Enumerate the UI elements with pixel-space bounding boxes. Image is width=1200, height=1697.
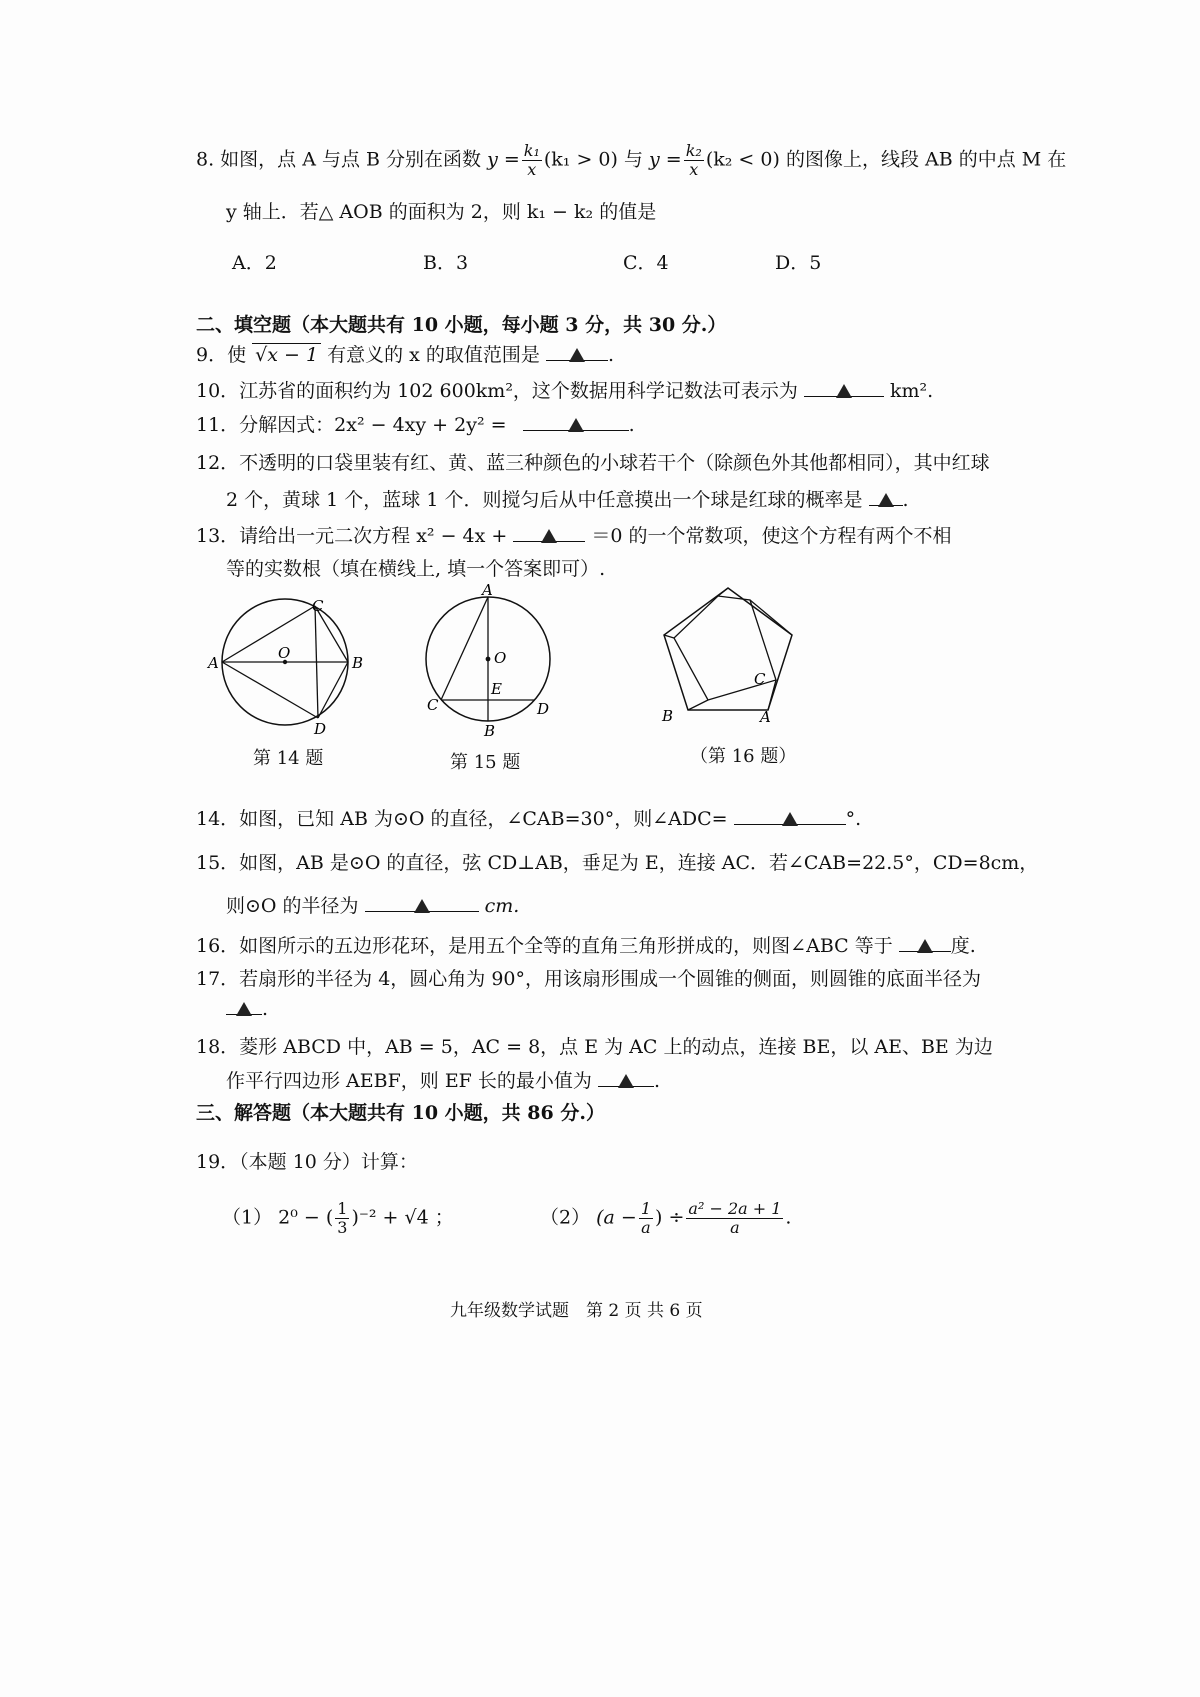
q19-p1-num: 1	[337, 1199, 348, 1218]
q19-p2-fraction2	[686, 1200, 783, 1237]
fig15-caption: 第 15 题	[450, 752, 521, 773]
q14-text-a: 14．如图，已知 AB 为⊙O 的直径，∠CAB=30°，则∠ADC=	[196, 808, 728, 830]
q19-p2-label: （2）	[540, 1206, 591, 1229]
q14-answer-blank[interactable]	[734, 806, 846, 825]
triangle-icon	[782, 812, 798, 826]
q8-func2-num: k₂	[685, 141, 702, 160]
q13-line1	[196, 523, 952, 549]
fig14-label-o: O	[278, 644, 291, 662]
q19-p1-expr-a: 2⁰ − (	[278, 1206, 334, 1229]
triangle-icon	[414, 899, 430, 913]
fig16-label-a: A	[760, 708, 771, 726]
triangle-icon	[836, 384, 852, 398]
q10-answer-blank[interactable]	[804, 378, 884, 397]
q8-option-c: C．4	[623, 252, 669, 274]
q19-p1-expr-b: )⁻² + √4 ；	[351, 1206, 454, 1229]
q16-text-b: 度.	[950, 935, 976, 957]
q17-answer-blank[interactable]	[226, 996, 262, 1015]
fig14-line-bd	[318, 662, 348, 718]
q19-part1	[222, 1200, 454, 1237]
q18-end: .	[653, 1070, 661, 1092]
q9-text-a: 9．使	[196, 344, 247, 366]
q19-p2-fraction1	[639, 1200, 653, 1237]
q16-answer-blank[interactable]	[899, 933, 951, 952]
q13-text-a: 13．请给出一元二次方程 x² − 4x +	[196, 525, 508, 547]
fig15-label-a: A	[482, 582, 493, 599]
q15-line1: 15．如图，AB 是⊙O 的直径，弦 CD⊥AB，垂足为 E，连接 AC．若∠CAB=22.5°，CD=8cm，	[196, 852, 1039, 874]
fig15-label-d: D	[537, 700, 550, 718]
q11-text-a: 11．分解因式：2x² − 4xy + 2y² =	[196, 414, 507, 436]
q19-p2-a: (a −	[596, 1206, 637, 1229]
q13-text-b: ＝0 的一个常数项，使这个方程有两个不相	[591, 525, 952, 547]
fig15-label-c: C	[427, 696, 439, 714]
triangle-icon	[878, 493, 894, 507]
q19-p1-fraction	[335, 1200, 349, 1237]
fig15-label-e: E	[491, 680, 502, 698]
triangle-icon	[236, 1002, 252, 1016]
figure-15	[418, 582, 568, 742]
q8-func1-num: k₁	[523, 141, 540, 160]
q8-option-d: D．5	[775, 252, 822, 274]
figure-16	[640, 580, 810, 730]
fig16-label-c: C	[754, 670, 766, 688]
q8-option-b: B．3	[423, 252, 469, 274]
q10-text-b: km².	[890, 380, 934, 402]
q17-line1: 17．若扇形的半径为 4，圆心角为 90°，用该扇形围成一个圆锥的侧面，则圆锥的底面半径为	[196, 968, 982, 990]
q9-radicand: x − 1	[267, 344, 319, 366]
triangle-icon	[917, 939, 933, 953]
q12-answer-blank[interactable]	[869, 487, 903, 506]
q12-end: .	[902, 489, 909, 511]
q19-p1-den: 3	[337, 1218, 348, 1237]
q13-answer-blank[interactable]	[513, 523, 585, 542]
fig14-line-ac	[222, 606, 315, 662]
q18-line1: 18．菱形 ABCD 中，AB = 5，AC = 8，点 E 为 AC 上的动点，连接 BE，以 AE、BE 为边	[196, 1036, 993, 1058]
fig14-line-ad	[222, 662, 318, 718]
q9-text-b: 有意义的 x 的取值范围是	[327, 344, 540, 366]
triangle-icon	[568, 418, 584, 432]
q11-end: .	[628, 414, 635, 436]
q14	[196, 806, 861, 832]
q8-func1-den: x	[527, 160, 537, 179]
q19-p2-b: ) ÷	[655, 1206, 685, 1229]
q9-end: .	[607, 344, 614, 366]
q18-text-a: 作平行四边形 AEBF，则 EF 长的最小值为	[226, 1070, 592, 1092]
q9-radical: √x − 1	[252, 343, 321, 366]
q19-p2-end: .	[785, 1206, 792, 1229]
q19-title: 19．（本题 10 分）计算：	[196, 1151, 418, 1173]
section3-title: 三、解答题（本大题共有 10 小题，共 86 分.）	[196, 1102, 605, 1124]
fig14-label-d: D	[314, 720, 327, 738]
fig14-label-a: A	[208, 654, 219, 672]
section2-title: 二、填空题（本大题共有 10 小题，每小题 3 分，共 30 分.）	[196, 314, 727, 336]
q9-answer-blank[interactable]	[546, 342, 608, 361]
q10-text-a: 10．江苏省的面积约为 102 600km²，这个数据用科学记数法可表示为	[196, 380, 798, 402]
q8-option-a: A．2	[232, 252, 277, 274]
q9	[196, 342, 614, 368]
triangle-icon	[541, 529, 557, 543]
q8-line1	[196, 142, 1066, 179]
q15-text-b: cm.	[484, 895, 520, 917]
q19-p2-num1: 1	[640, 1199, 652, 1218]
q16	[196, 933, 976, 959]
page-footer: 九年级数学试题 第 2 页 共 6 页	[450, 1301, 703, 1321]
fig16-label-b: B	[662, 707, 674, 725]
q8-stem-b: 的图像上，线段 AB 的中点 M 在	[785, 148, 1067, 171]
q19-part2	[540, 1200, 791, 1237]
fig16-seg-4	[688, 700, 708, 710]
q12-line1: 12．不透明的口袋里装有红、黄、蓝三种颜色的小球若干个（除颜色外其他都相同），其中红球	[196, 452, 990, 474]
q18-answer-blank[interactable]	[598, 1068, 654, 1087]
q8-func1-fraction	[522, 142, 542, 179]
fig14-label-b: B	[352, 654, 364, 672]
q8-func1-cond: (k₁ > 0)	[543, 148, 618, 171]
q16-text-a: 16．如图所示的五边形花环，是用五个全等的直角三角形拼成的，则图∠ABC 等于	[196, 935, 893, 957]
q8-line2: y 轴上．若△ AOB 的面积为 2，则 k₁ − k₂ 的值是	[226, 201, 657, 223]
fig14-label-c: C	[312, 598, 324, 615]
q19-p2-num2: a² − 2a + 1	[688, 1199, 782, 1218]
q18-line2	[226, 1068, 660, 1094]
fig15-label-b: B	[484, 722, 496, 740]
q19-p2-den1: a	[641, 1218, 651, 1237]
figure-14	[200, 598, 370, 738]
q12-line2	[226, 487, 909, 513]
fig16-caption: （第 16 题）	[690, 746, 797, 767]
fig16-seg-3	[768, 680, 776, 710]
q11	[196, 412, 635, 438]
q15-text-a: 则⊙O 的半径为	[226, 895, 359, 917]
fig15-label-o: O	[494, 649, 507, 667]
q19-p2-den2: a	[730, 1218, 740, 1237]
q8-func1-pre: y =	[487, 148, 520, 171]
fig16-seg-1	[718, 588, 728, 596]
q8-func2-fraction	[684, 142, 704, 179]
q8-func2-cond: (k₂ < 0)	[705, 148, 780, 171]
q15-answer-blank[interactable]	[365, 893, 479, 912]
q19-p1-label: （1）	[222, 1206, 273, 1229]
q14-end: °.	[845, 808, 862, 830]
q13-line2: 等的实数根（填在横线上, 填一个答案即可）.	[226, 558, 606, 580]
q15-line2	[226, 893, 519, 919]
q8-stem-a: 8. 如图，点 A 与点 B 分别在函数	[196, 148, 482, 171]
q12-text: 2 个，黄球 1 个，蓝球 1 个．则搅匀后从中任意摸出一个球是红球的概率是	[226, 489, 863, 511]
fig14-caption: 第 14 题	[253, 748, 324, 769]
q10	[196, 378, 933, 404]
q11-answer-blank[interactable]	[523, 412, 629, 431]
q8-func2-den: x	[689, 160, 699, 179]
q8-mid: 与	[623, 148, 643, 171]
triangle-icon	[569, 348, 585, 362]
q17-line2	[226, 996, 268, 1022]
q8-func2-pre: y =	[649, 148, 682, 171]
triangle-icon	[618, 1074, 634, 1088]
fig15-center-dot	[486, 657, 491, 662]
q17-end: .	[262, 998, 269, 1020]
